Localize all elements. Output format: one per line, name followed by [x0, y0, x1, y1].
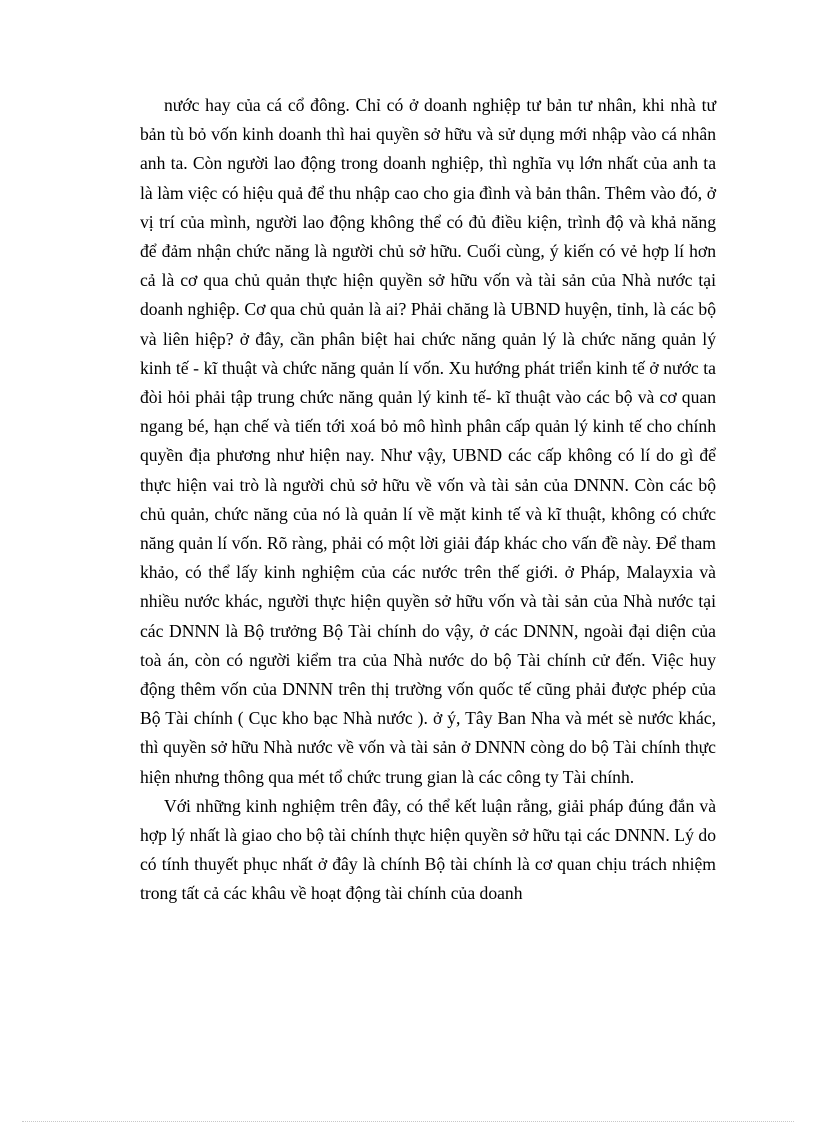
paragraph-1: nước hay của cá cổ đông. Chỉ có ở doanh nghiệp tư bản tư nhân, khi nhà tư bản tù bỏ vốn kinh doanh thì hai quyền sở hữu và sử dụng mới nhập vào cá nhân anh ta. Còn người lao động trong doanh nghiệp, thì nghĩa vụ lớn nhất của anh ta là làm việc có hiệu quả để thu nhập cao cho gia đình và bản thân. Thêm vào đó, ở vị trí của mình, người lao động không thể có đủ điều kiện, trình độ và khả năng để đảm nhận chức năng là người chủ sở hữu. Cuối cùng, ý kiến có vẻ hợp lí hơn cả là cơ qua chủ quản thực hiện quyền sở hữu vốn và tài sản của Nhà nước tại doanh nghiệp. Cơ qua chủ quản là ai? Phải chăng là UBND huyện, tỉnh, là các bộ và liên hiệp? ở đây, cần phân biệt hai chức năng quản lý là chức năng quản lý kinh tế - kĩ thuật và chức năng quản lí vốn. Xu hướng phát triển kinh tế ở nước ta đòi hỏi phải tập trung chức năng quản lý kinh tế- kĩ thuật vào các bộ và cơ quan ngang bé, hạn chế và tiến tới xoá bỏ mô hình phân cấp quản lý kinh tế cho chính quyền địa phương như hiện nay. Như vậy, UBND các cấp không có lí do gì để thực hiện vai trò là người chủ sở hữu về vốn và tài sản của DNNN. Còn các bộ chủ quản, chức năng của nó là quản lí về mặt kinh tế và kĩ thuật, không có chức năng quản lí vốn. Rõ ràng, phải có một lời giải đáp khác cho vấn đề này. Để tham khảo, có thể lấy kinh nghiệm của các nước trên thế giới. ở Pháp, Malayxia và nhiều nước khác, người thực hiện quyền sở hữu vốn và tài sản của Nhà nước tại các DNNN là Bộ trưởng Bộ Tài chính do vậy, ở các DNNN, ngoài đại diện của toà án, còn có người kiểm tra của Nhà nước do bộ Tài chính cử đến. Việc huy động thêm vốn của DNNN trên thị trường vốn quốc tế cũng phải được phép của Bộ Tài chính ( Cục kho bạc Nhà nước ). ở ý, Tây Ban Nha và mét sè nước khác, thì quyền sở hữu Nhà nước về vốn và tài sản ở DNNN còng do bộ Tài chính thực hiện nhưng thông qua mét tổ chức trung gian là các công ty Tài chính.	[140, 95, 716, 787]
page-bottom-divider	[22, 1121, 794, 1122]
body-text	[140, 91, 716, 909]
paragraph-2: Với những kinh nghiệm trên đây, có thể kết luận rằng, giải pháp đúng đắn và hợp lý nhất là giao cho bộ tài chính thực hiện quyền sở hữu tại các DNNN. Lý do có tính thuyết phục nhất ở đây là chính Bộ tài chính là cơ quan chịu trách nhiệm trong tất cả các khâu về hoạt động tài chính của doanh	[140, 795, 716, 904]
